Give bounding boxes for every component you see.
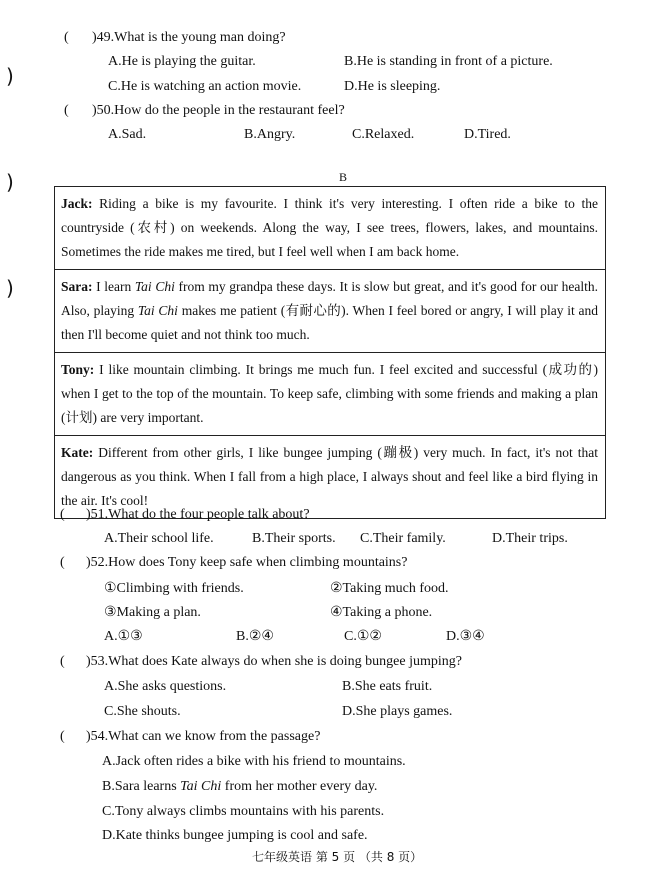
speaker-name: Kate: [61,445,94,460]
passage-text: from my grandpa these days. It is slow but great, and it's good for our health. Also, playing [61,279,599,318]
option-b [102,779,377,795]
option-b-text: from her mother every day. [221,779,378,794]
answer-paren: ( [60,729,65,744]
option-d: D.She plays games. [342,704,453,719]
edge-mark: ) [6,276,14,300]
edge-mark: ) [6,64,14,88]
option-d: D.He is sleeping. [344,79,441,94]
option-a: A.She asks questions. [104,679,227,694]
option-b: B.Angry. [244,127,296,142]
option-c: C.①② [344,629,382,644]
option-a: A.Their school life. [104,531,214,546]
term-italic: Tai Chi [137,303,178,318]
passage-text: I like mountain climbing. It brings me much fun. I feel excited and successful (成功的) when I get to the top of the mountain. To keep safe, climbing with some friends and making a plan (计划) are very important. [61,362,598,425]
passage-tony [55,352,605,435]
answer-paren: ( [60,507,65,522]
item-3: ③Making a plan. [104,605,201,620]
passage-text: Riding a bike is my favourite. I think it's very interesting. I often ride a bike to the countryside (农村) on weekends. Along the way, I see trees, flowers, lakes, and mountains. Sometimes the ride makes me tired, but I feel well when I am back home. [61,196,598,259]
question-text: )51.What do the four people talk about? [86,507,310,522]
option-d: D.③④ [446,629,485,644]
option-b: B.She eats fruit. [342,679,433,694]
edge-mark: ) [6,170,14,194]
option-c: C.She shouts. [104,704,181,719]
passage-text: makes me patient (有耐心的). When I feel bored or angry, I will play it and then I'll become quiet and not think too much. [61,303,598,342]
page-footer: 七年级英语 第 5 页 （共 8 页） [252,850,423,864]
item-1: ①Climbing with friends. [104,581,244,596]
option-a: A.Sad. [108,127,147,142]
answer-paren: ( [60,555,65,570]
passage-sara [55,269,605,352]
option-d: D.Kate thinks bungee jumping is cool and safe. [102,828,368,843]
option-a: A.He is playing the guitar. [108,54,256,69]
option-c: C.Tony always climbs mountains with his parents. [102,804,385,819]
option-d: D.Their trips. [492,531,568,546]
option-c: C.He is watching an action movie. [108,79,302,94]
answer-paren: ( [64,103,69,118]
option-a: A.Jack often rides a bike with his friend to mountains. [102,754,406,769]
question-text: )54.What can we know from the passage? [86,729,321,744]
item-2: ②Taking much food. [330,581,449,596]
speaker-name: Tony: [61,362,95,377]
question-text: )49.What is the young man doing? [92,30,286,45]
term-italic: Tai Chi [180,779,222,794]
speaker-name: Jack: [61,196,93,211]
question-text: )50.How do the people in the restaurant feel? [92,103,345,118]
option-b: B.②④ [236,629,274,644]
passage-kate [55,435,605,518]
reading-passage [54,186,606,519]
option-b-text: B.Sara learns [102,779,181,794]
passage-text: Different from other girls, I like bungee jumping (蹦极) very much. In fact, it's not that dangerous as you think. When I fall from a high place, I always shout and feel like a bird flying in the air. It's cool! [61,445,598,508]
item-4: ④Taking a phone. [330,605,433,620]
option-b: B.Their sports. [252,531,336,546]
option-c: C.Relaxed. [352,127,415,142]
answer-paren: ( [64,30,69,45]
passage-jack [55,187,605,269]
section-label: B [339,170,348,184]
question-text: )52.How does Tony keep safe when climbing mountains? [86,555,408,570]
option-d: D.Tired. [464,127,511,142]
passage-text: I learn [92,279,135,294]
speaker-name: Sara: [61,279,93,294]
answer-paren: ( [60,654,65,669]
option-a: A.①③ [104,629,143,644]
term-italic: Tai Chi [134,279,175,294]
question-text: )53.What does Kate always do when she is doing bungee jumping? [86,654,462,669]
option-b: B.He is standing in front of a picture. [344,54,553,69]
option-c: C.Their family. [360,531,446,546]
